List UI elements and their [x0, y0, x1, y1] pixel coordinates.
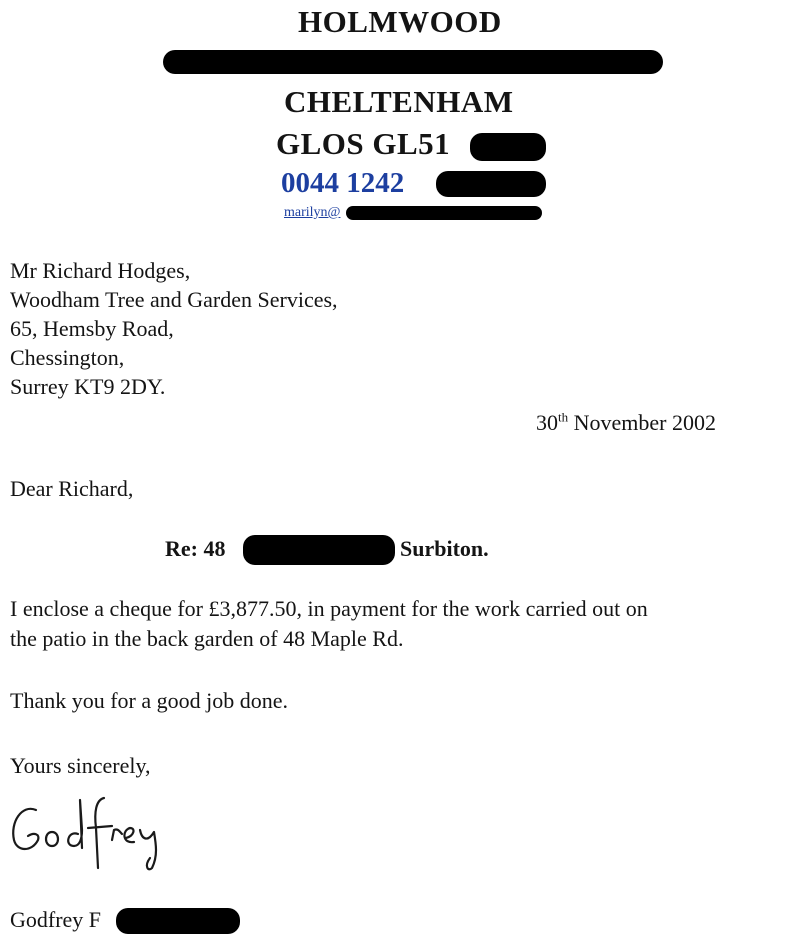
redacted-street-address	[163, 50, 663, 74]
letterhead-email[interactable]: marilyn@	[284, 205, 341, 220]
recipient-line: Chessington,	[10, 345, 125, 370]
date-suffix: th	[558, 409, 569, 425]
printed-signature: Godfrey F	[10, 907, 102, 932]
subject-suffix: Surbiton.	[400, 536, 489, 561]
letterhead-postcode: GLOS GL51	[276, 126, 451, 161]
recipient-line: Woodham Tree and Garden Services,	[10, 287, 338, 312]
letterhead-phone: 0044 1242	[281, 167, 405, 199]
date-day: 30	[536, 410, 558, 435]
redacted-postcode	[470, 133, 546, 161]
redacted-email	[346, 206, 542, 220]
handwritten-signature	[8, 792, 198, 872]
closing: Yours sincerely,	[10, 753, 151, 778]
letterhead-name: HOLMWOOD	[298, 4, 502, 39]
redacted-phone	[436, 171, 546, 197]
date-rest: November 2002	[568, 410, 716, 435]
recipient-line: Mr Richard Hodges,	[10, 258, 191, 283]
salutation: Dear Richard,	[10, 476, 134, 501]
body-paragraph-2: Thank you for a good job done.	[10, 688, 288, 713]
redacted-subject-street	[243, 535, 395, 565]
recipient-line: 65, Hemsby Road,	[10, 316, 174, 341]
letter-date	[536, 408, 716, 437]
body-paragraph-1-line-2: the patio in the back garden of 48 Maple Rd.	[10, 626, 404, 651]
recipient-address	[10, 256, 338, 401]
letterhead-city: CHELTENHAM	[284, 84, 514, 119]
subject-prefix: Re: 48	[165, 536, 226, 561]
redacted-surname	[116, 908, 240, 934]
recipient-line: Surrey KT9 2DY.	[10, 374, 166, 399]
body-paragraph-1-line-1: I enclose a cheque for £3,877.50, in payment for the work carried out on	[10, 596, 648, 621]
